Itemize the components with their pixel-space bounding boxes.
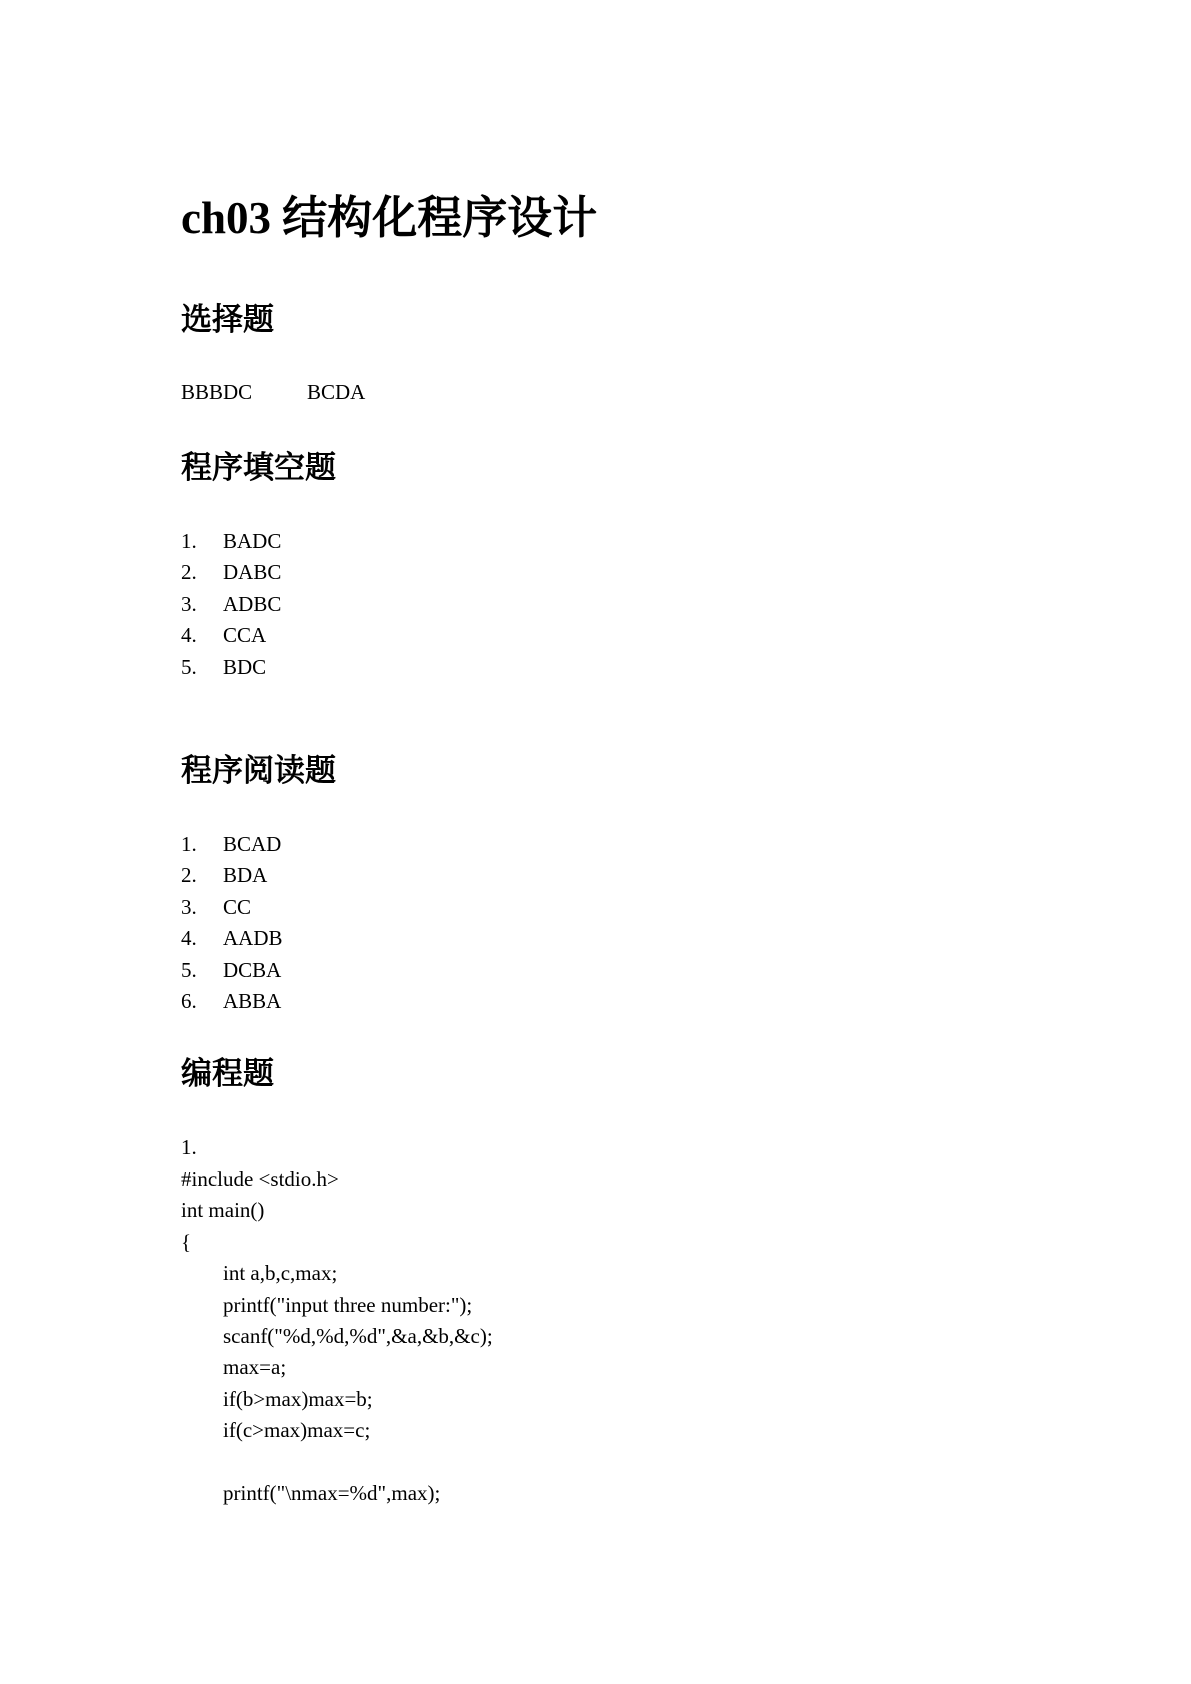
item-number: 3.	[181, 894, 197, 919]
code-line: printf("input three number:");	[223, 1292, 473, 1317]
code-line: if(c>max)max=c;	[223, 1418, 371, 1443]
item-number: 2.	[181, 560, 197, 585]
item-answer: ADBC	[223, 591, 282, 616]
programming-section-heading: 编程题	[181, 1056, 274, 1091]
programming-item-number: 1.	[181, 1135, 197, 1159]
choice-section-heading: 选择题	[181, 302, 274, 337]
code-line	[181, 1448, 493, 1479]
item-number: 5.	[181, 957, 197, 982]
code-line: {	[181, 1229, 192, 1254]
code-line: max=a;	[223, 1355, 287, 1380]
fill-section-heading: 程序填空题	[181, 450, 336, 485]
item-number: 1.	[181, 529, 197, 553]
item-answer: BDC	[223, 654, 267, 679]
code-line: scanf("%d,%d,%d",&a,&b,&c);	[223, 1323, 493, 1348]
item-number: 5.	[181, 654, 197, 679]
code-line: int main()	[181, 1198, 265, 1223]
item-number: 1.	[181, 832, 197, 856]
item-answer: DABC	[223, 560, 282, 585]
item-answer: DCBA	[223, 957, 282, 982]
choice-answer-group-2: BCDA	[307, 380, 366, 404]
item-number: 4.	[181, 623, 197, 648]
item-number: 3.	[181, 591, 197, 616]
item-answer: ABBA	[223, 988, 282, 1013]
item-number: 4.	[181, 926, 197, 951]
code-block	[181, 1165, 493, 1510]
item-answer: AADB	[223, 926, 283, 951]
page-title: ch03 结构化程序设计	[181, 193, 598, 243]
choice-answer-group-1: BBBDC	[181, 380, 253, 404]
code-line: #include <stdio.h>	[181, 1167, 339, 1191]
code-line: printf("\nmax=%d",max);	[223, 1480, 441, 1505]
item-answer: BADC	[223, 529, 282, 553]
choice-answers	[181, 378, 366, 406]
item-answer: BCAD	[223, 832, 282, 856]
item-answer: CCA	[223, 623, 267, 648]
item-number: 6.	[181, 988, 197, 1013]
code-line: if(b>max)max=b;	[223, 1386, 373, 1411]
item-number: 2.	[181, 863, 197, 888]
reading-section-heading: 程序阅读题	[181, 753, 336, 788]
code-line: int a,b,c,max;	[223, 1261, 338, 1286]
item-answer: CC	[223, 894, 252, 919]
item-answer: BDA	[223, 863, 268, 888]
